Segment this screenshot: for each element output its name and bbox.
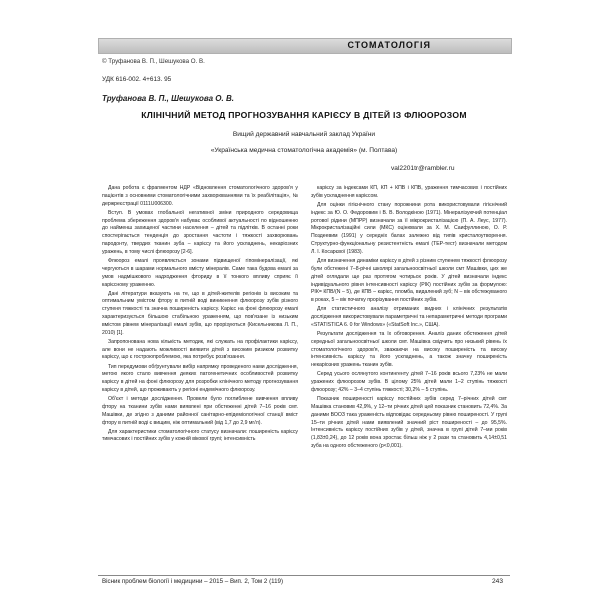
- paragraph: Флюороз емалі проявляється зонами підвищеної гіпомінералізації, які чергуються в шарами нормального вмісту мінералів. Саме така будова емалі за умов надмішкового надходження фториду в її тонкого впливу сприяє її карієсному ураженню.: [102, 257, 298, 288]
- left-text-column: [102, 185, 298, 446]
- copyright-line: © Труфанова В. П., Шешукова О. В.: [102, 58, 205, 65]
- paragraph: Дані літератури вказують на те, що в дітей-жителів регіонів із високим та оптимальним умістом фтору в питній воді виникнення флюорозу зубів різного ступеня тяжкості та значна поширеність карієсу. Карієс на фоні флюорозу емалі характеризується більшою стабільною ураженням, що пов'язане із низьким вмістом рівнем мінералізації емалі зубів, що прорізуються (Кисельникова Л. П., 2010) [1].: [102, 290, 298, 336]
- paragraph: Серед усього ослянутого контингенту дітей 7–16 років всього 7,23% не мали уражених флюорозом зубів. В цілому 25% дітей мали 1–2 ступінь тяжкості флюорозу; 42% – 3–4 ступінь тяжкості; 30,2% – 5 ступінь.: [311, 371, 507, 394]
- paragraph: карієсу за індексами КП, КП + КПВ і КПВ, ураження тимчасових і постійних зубів ускладнення карієсом.: [311, 185, 507, 199]
- affiliation-line-1: Вищий державний навчальний заклад України: [232, 131, 376, 138]
- section-header-label: СТОМАТОЛОГІЯ: [347, 40, 431, 50]
- paragraph: Вступ. В умовах глобальної негативної зміни природного середовища проблема збереження здоров'я набуває особливої актуальності по відношенню до найменш захищеної частини населення – дітей та підлітків. В останні роки спостерігається тенденція до зростання частоти і тяжкості захворювань пародонту, твердих тканин зуба – карієсу та його ускладнень, некаріозних уражень, в тому числі флюорозу [2-6].: [102, 209, 298, 255]
- paragraph: Об'єкт і методи дослідження. Провели було поглиблене вивчення впливу фтору на тканини зубів нами виявлені при обстеженні дітей 7–16 років смт. Машівки, де згідно з даними районної санітарно-епідеміологічної станції вміст фтору в питній воді є вищим, ніж оптимальний (від 1,7 до 2,9 мг/л).: [102, 396, 298, 426]
- journal-citation: Вісник проблем біології і медицини – 2015 – Вип. 2, Том 2 (119): [102, 578, 284, 585]
- right-text-column: [311, 185, 507, 452]
- paragraph: Для оцінки гігієнічного стану порожнини рота використовували гігієнічний індекс за Ю. О. Федоровим і В. В. Володкіною (1971). Мінералізуючий потенціал ротової рідини (МПРР) визначали за її мікрокристалізацією (П. А. Леус, 1977). Мікрокристалізаційні сили (МКС) оцінювали за Х. М. Саифуллиною, О. Р. Поздеевим (1991) у середніх балах залежно від типів кристалоутворення. Структурно-функціональну резистентність емалі (ТЕР-тест) визначали методом Л. І. Косарєвої (1983).: [311, 201, 507, 255]
- article-authors: Труфанова В. П., Шешукова О. В.: [102, 94, 234, 103]
- paragraph: Результати дослідження та їх обговорення. Аналіз даних обстеження дітей середньої загальноосвітньої школи смт. Машівка свідчить про низький рівень їх стоматологічного здоров'я, зважаючи на високу поширеність та високу інтенсивність карієсу та його ускладнень, а також значну поширеність некаріозних уражень тканин зубів.: [311, 330, 507, 369]
- paragraph: Для характеристики стоматологічного статусу визначали: поширеність карієсу тимчасових і постійних зубів у кожній вікової групі; інтенсивність: [102, 428, 298, 443]
- affiliation-line-2: «Українська медична стоматологічна академія» (м. Полтава): [210, 147, 398, 154]
- section-header-bar: [98, 38, 512, 54]
- paragraph: Показник поширеності карієсу постійних зубів серед 7–річних дітей смт Машівка становив 42,9%, у 12–ти річних дітей цей показник становить 72,4%. За даними ВООЗ така ураженість відповідає середньому рівню поширеності. У групі 15–ти річних дітей нами виявлений значний ріст поширеності – до 95,5%. Інтенсивність карієсу постійних зубів у дітей, значна в групі дітей 7–ми років (1,83±0,24), до 12 років вона зростає більш ніж у 2 рази та становить 4,14±0,51 зуба на одного обстеженого (р<0,001).: [311, 396, 507, 450]
- page-number: 243: [492, 578, 504, 585]
- udk-code: УДК 616-002. 4+613. 95: [102, 76, 172, 83]
- paragraph: Запропонована нова кількість методик, які служать на профілактики карієсу, але вони не надають можливості виявити дітей з високим ризиком розвитку карієсу, що є гостроюпроблемою, яка потребує розв'язання.: [102, 338, 298, 361]
- article-title: КЛІНІЧНИЙ МЕТОД ПРОГНОЗУВАННЯ КАРІЄСУ В ДІТЕЙ ІЗ ФЛЮОРОЗОМ: [141, 110, 467, 120]
- paragraph: Для визначення динаміки карієсу в дітей з різним ступенем тяжкості флюорозу були обстежені 7–8-річні школярі загальноосвітньої школи смт Машівки, цих же дітей оглядали ще раз протягом чотирьох років. У дітей визначали індекс індивідуального рівня інтенсивності карієсу (РІК) постійних зубів за формулою: РІК= КПВ/(N – 5), де КПВ – карієс, пломба, видалений зуб; N – вік обстежуваного в роках, 5 – вік початку прорізування постійних зубів.: [311, 257, 507, 304]
- paragraph: Дана робота є фрагментом НДР «Відновлення стоматологічного здоров'я у пацієнтів з основними стоматологічними захворюваннями та їх реабілітація», № держреєстрації 0111U006300.: [102, 185, 298, 207]
- paragraph: Для статистичного аналізу отриманих видних і клінічних результатів дослідження використовували параметричні та непараметричні методи програми «STATISTICA 6. 0 for Windows» («StatSoft Inc.», США).: [311, 306, 507, 328]
- paragraph: Тип передумови обґрунтували вибір напрямку проведеного нами дослідження, метою якого стало вивчення деяких патогенетичних особливостей розвитку карієсу в дітей на фоні флюорозу для розробки клінічного методу прогнозування карієсу в дітей, що проживають у регіоні ендемічного флюорозу.: [102, 363, 298, 394]
- footer-divider: [98, 575, 510, 576]
- contact-email: val2201tr@rambler.ru: [391, 165, 455, 172]
